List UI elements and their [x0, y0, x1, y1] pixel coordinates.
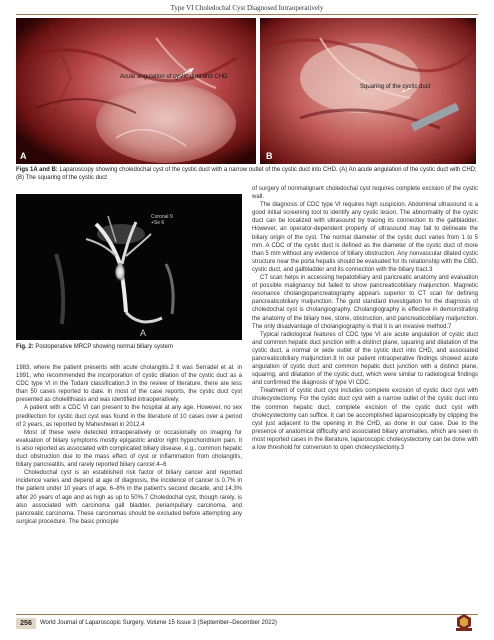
figure-2-mrcp-image — [16, 194, 242, 340]
figure-1-caption — [16, 166, 478, 182]
page-number: 256 — [16, 618, 36, 629]
figure-1a-laparoscopy-image — [16, 18, 256, 164]
figure-1 — [16, 18, 476, 164]
journal-citation: World Journal of Laparoscopic Surgery, Volume 15 Issue 3 (September–December 2022) — [40, 620, 277, 626]
body-paragraph: Typical radiological features of CDC type VI are acute angulation of cystic duct and common hepatic duct junction with a distinct plane, squaring and dilatation of the cystic duct, a normal or wide outlet of the cystic duct into CHD, and associated pancreaticobiliary maljunction.8 In our patient intraoperative findings showed acute angulation of cystic duct and common hepatic duct junction with a distinct plane, squaring, and dilatation of the cystic duct, which were similar to radiological findings and confirmed the diagnosis of type VI CDC. — [252, 331, 478, 387]
figure-1a-letter: A — [20, 151, 27, 161]
body-paragraph: A patient with a CDC VI can present to the hospital at any age. However, no sex predilection for cystic duct cyst was found in the literature of 10 cases over a period of 2 years, as reported by Maheshwari in 2012.4 — [16, 405, 242, 428]
figure-2-caption-label: Fig. 2: — [16, 344, 34, 350]
figure-1a-annotation: Acute angulation of cystic duct and CHD — [120, 74, 228, 80]
figure-2-caption-text: Postoperative MRCP showing normal biliary system — [33, 344, 173, 350]
figure-1b-letter: B — [266, 151, 273, 161]
figure-2-caption — [16, 343, 242, 351]
body-paragraph: 1983, where the patient presents with acute cholangitis.2 It was Serradel et al. in 1991, who recommended the incorporation of cystic dilation of the cystic duct as a CDC type VI in the Todani classification.3 In the review of literature, there are less than 50 cases reported to date. In most of the case reports, the cystic duct cyst presented as cholelithiasis and was identified intraoperatively. — [16, 365, 242, 404]
body-paragraph: Treatment of cystic duct cyst includes complete excision of cystic duct cyst with cholecystectomy. For the cystic duct cyst with a narrow outlet of the cystic duct into the common hepatic duct, complete excision of the cystic duct cyst with cholecystectomy can suffice. It can be accomplished laparoscopically by clipping the cyst just adjacent to the opening in the CHD, as done in our case. Due to the presence of anatomical difficulty and associated biliary anomalies, which are seen in most reported cases in the literature, laparoscopic cholecystectomy can be done with a low threshold for conversion to open cholecystectomy.3 — [252, 388, 478, 451]
body-paragraph: Most of these were detected intraoperatively or occasionally on imaging for evaluation of biliary symptoms mostly epigastric and/or right hypochondrium pain. It is also reported as associated with complicated biliary disease, e.g., common hepatic duct obstruction due to the mass effect of cyst or inflammation from cholangitis, biliary pancreatitis, and rarely reported biliary cancer.4–6 — [16, 429, 242, 469]
figure-2-letter: A — [140, 328, 147, 338]
figure-1b-annotation: Squaring of the cystic duct — [360, 84, 431, 90]
figure-1-caption-label: Figs 1A and B: — [16, 167, 58, 173]
publisher-logo-icon — [452, 612, 476, 632]
figure-1-caption-text: Laparoscopy showing choledochal cyst of the cystic duct with a narrow outlet of the cystic duct into CHD. (A) An acute angulation of the cystic duct with CHD; (B) The squaring of the cystic duct — [16, 167, 477, 181]
body-paragraph: of surgery of nonmalignant choledochal cyst requires complete excision of the cystic wall. — [252, 186, 478, 201]
mrcp-series-tag-line-1: Coronal 9 — [151, 214, 173, 220]
body-paragraph: The diagnosis of CDC type VI requires high suspicion. Abdominal ultrasound is a good initial screening tool to identify any cystic lesion. The abnormality of the cystic duct can be localized with ultrasound by tracing its connection to the gallbladder. However, an operator-dependent property of ultrasound may fail to delineate the biliary origin of the cyst. The normal diameter of the cystic duct varies from 1 to 5 mm. A CDC of the cystic duct is defined as the diameter of the cystic duct of more than 5 mm without any evidence of biliary obstruction. Any nonvascular dilated cystic structure near the porta hepatis should be evaluated for its relationship with the CBD, cystic duct, and gallbladder and its connection with the biliary tract.3 — [252, 202, 478, 273]
footer-rule — [16, 614, 478, 615]
mrcp-series-tag-line-2: +Se 6 — [151, 220, 165, 226]
body-paragraph: Choledochal cyst is an established risk factor of biliary cancer and reported incidence varies and depend at age of diagnosis, the incidence of cancer is 0.7% in the patient under 10 years of age, 6–8% in the patient’s second decade, and 14.3% after 20 years of age and as high as up to 50%.7 Choledochal cyst, though rarely, is also associated with carcinoma gall bladder, periampullary carcinoma, and pancreatic carcinoma. These carcinomas should be excluded before attempting any surgical procedure. The basic principle — [16, 470, 242, 525]
left-text-column — [16, 364, 242, 526]
right-text-column — [252, 185, 478, 452]
figure-1b-laparoscopy-image — [260, 18, 476, 164]
header-rule — [16, 14, 478, 15]
body-paragraph: CT scan helps in accessing hepatobiliary and pancreatic anatomy and evaluation of possible malignancy but failed to show pancreaticobiliary maljunction. Magnetic resonance cholangiopancreatography appears superior to CT scan for defining pancreaticobiliary maljunction. The gold standard investigation for the diagnosis of choledochal cyst is cholangiography. Cholangiography is effective in demonstrating the anatomy of the biliary tree, stone, obstruction, and pancreaticobiliary maljunction. The only disadvantage of cholangiography is that it is an invasive method.7 — [252, 275, 478, 330]
running-head: Type VI Choledochal Cyst Diagnosed Intraoperatively — [170, 4, 324, 12]
mrcp-series-tag — [151, 214, 173, 226]
